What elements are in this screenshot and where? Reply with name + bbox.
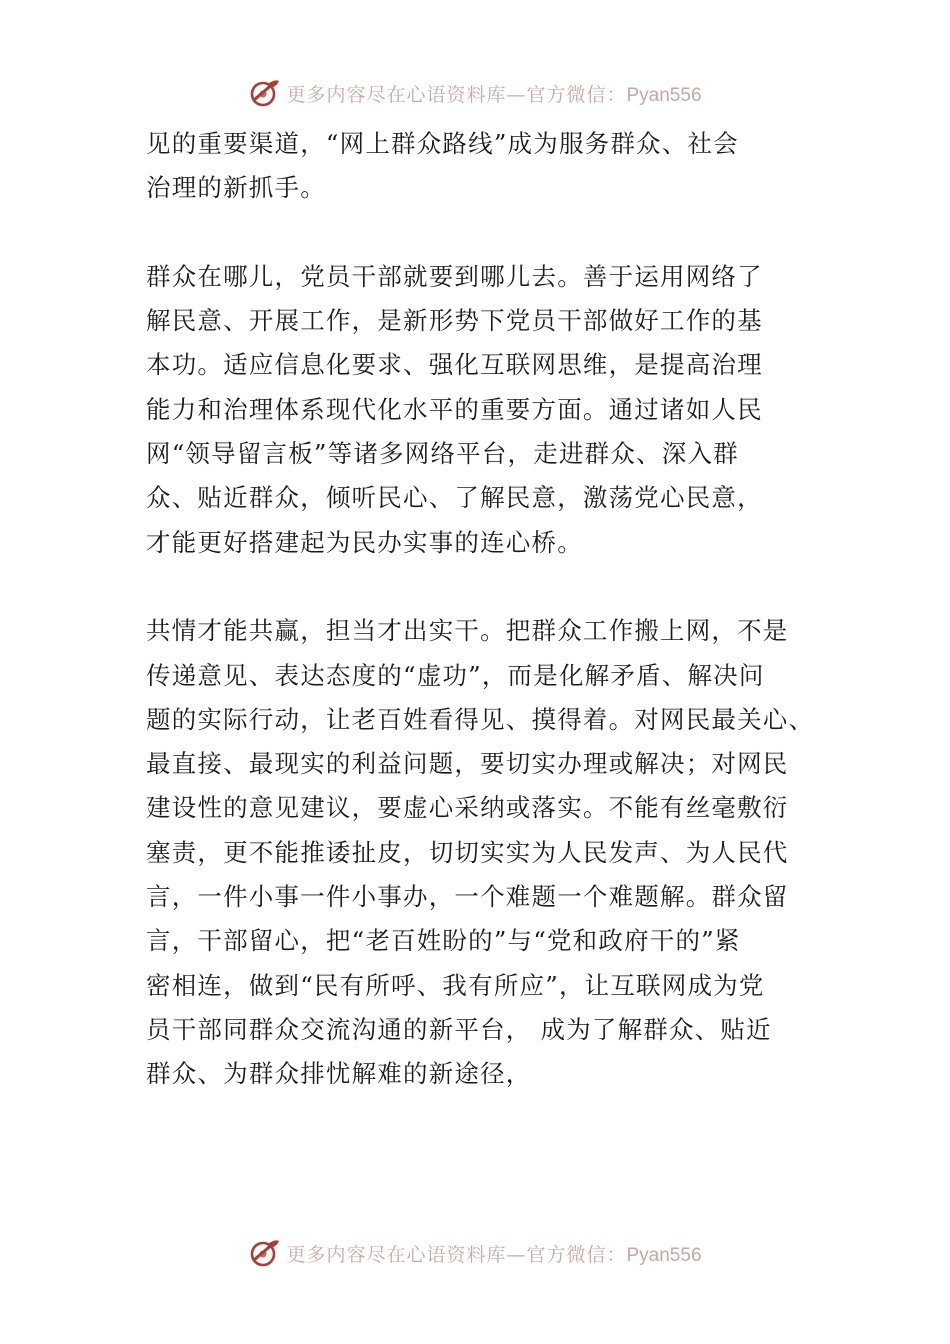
text-line: 本功。适应信息化要求、强化互联网思维，是提高治理 (146, 350, 763, 380)
text-line: 能力和治理体系现代化水平的重要方面。通过诸如人民 (146, 394, 763, 424)
footer-brand: Pyan556 (626, 1244, 702, 1266)
text-line: 共情才能共赢，担当才出实干。把群众工作搬上网，不是 (146, 616, 789, 646)
text-line: 建设性的意见建议，要虚心采纳或落实。不能有丝毫敷衍 (146, 793, 789, 823)
header-banner (0, 73, 950, 113)
text-line: 题的实际行动，让老百姓看得见、摸得着。对网民最关心、 (146, 704, 815, 734)
text-line: 群众在哪儿，党员干部就要到哪儿去。善于运用网络了 (146, 261, 763, 291)
footer-banner (0, 1233, 950, 1273)
paragraph-1 (146, 122, 846, 211)
text-line: 治理的新抓手。 (146, 173, 326, 203)
text-line: 解民意、开展工作，是新形势下党员干部做好工作的基 (146, 306, 763, 336)
header-brand: Pyan556 (626, 84, 702, 106)
text-line: 才能更好搭建起为民办实事的连心桥。 (146, 527, 583, 557)
paragraph-2 (146, 255, 846, 565)
text-line: 言，一件小事一件小事办，一个难题一个难题解。群众留 (146, 882, 789, 912)
text-line: 众、贴近群众，倾听民心、了解民意，激荡党心民意， (146, 483, 763, 513)
text-line: 最直接、最现实的利益问题，要切实办理或解决；对网民 (146, 749, 789, 779)
logo-icon (248, 76, 282, 110)
text-line: 员干部同群众交流沟通的新平台， 成为了解群众、贴近 (146, 1014, 772, 1044)
text-line: 密相连，做到“民有所呼、我有所应”，让互联网成为党 (146, 970, 765, 1000)
footer-banner-text: 更多内容尽在心语资料库—官方微信：Pyan556 (286, 1243, 702, 1266)
paragraph-gap (146, 565, 846, 609)
text-line: 见的重要渠道，“网上群众路线”成为服务群众、社会 (146, 129, 739, 158)
text-line: 网“领导留言板”等诸多网络平台，走进群众、深入群 (146, 439, 739, 469)
text-line: 传递意见、表达态度的“虚功”，而是化解矛盾、解决问 (146, 660, 765, 690)
header-banner-text: 更多内容尽在心语资料库—官方微信：Pyan556 (286, 83, 702, 106)
document-body (146, 122, 846, 1097)
text-line: 言，干部留心，把“老百姓盼的”与“党和政府干的”紧 (146, 926, 741, 956)
text-line: 塞责，更不能推诿扯皮，切切实实为人民发声、为人民代 (146, 837, 789, 867)
paragraph-3 (146, 609, 846, 1096)
text-line: 群众、为群众排忧解难的新途径， (146, 1059, 532, 1089)
paragraph-gap (146, 211, 846, 255)
logo-icon (248, 1236, 282, 1270)
